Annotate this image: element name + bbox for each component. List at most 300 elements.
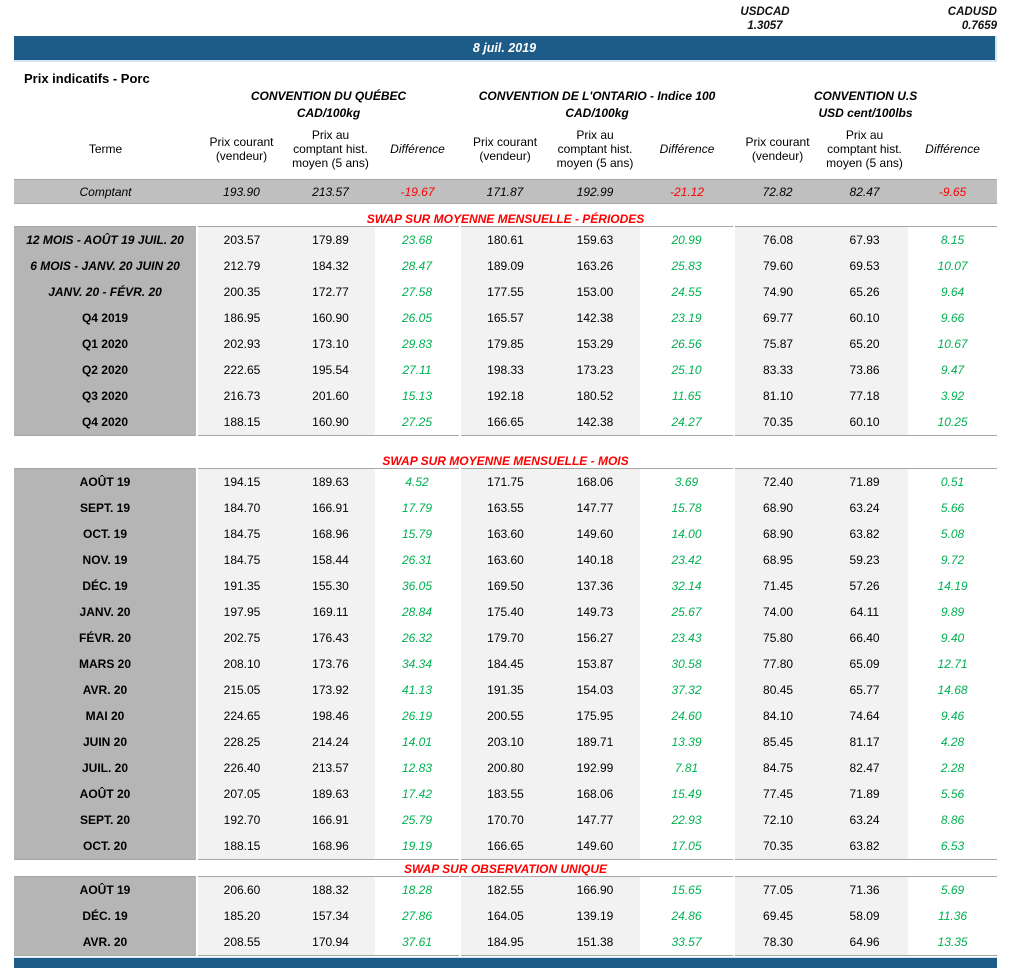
price-cell: 77.45 [734,781,821,807]
price-cell: 163.26 [550,253,640,279]
price-cell: 184.32 [286,253,375,279]
price-cell: 184.75 [197,547,286,573]
diff-cell: 12.71 [908,651,997,677]
diff-cell: 26.56 [640,331,734,357]
price-cell: 69.53 [821,253,908,279]
section-title-row [14,211,997,227]
price-cell: 72.10 [734,807,821,833]
price-cell: 198.46 [286,703,375,729]
price-cell: 168.96 [286,833,375,860]
price-cell: 212.79 [197,253,286,279]
price-row [14,305,997,331]
diff-cell: 23.19 [640,305,734,331]
term-cell: AVR. 20 [14,677,197,703]
price-cell: 207.05 [197,781,286,807]
term-cell: 6 MOIS - JANV. 20 JUIN 20 [14,253,197,279]
price-cell: 216.73 [197,383,286,409]
price-cell: 71.36 [821,877,908,904]
price-cell: 72.82 [734,180,821,204]
price-cell: 179.85 [460,331,550,357]
col-header-diff: Différence [659,142,715,157]
date-banner-text: 8 juil. 2019 [472,41,537,55]
diff-cell: 9.66 [908,305,997,331]
diff-cell: 27.25 [375,409,460,436]
price-cell: 168.06 [550,469,640,496]
diff-cell: 10.07 [908,253,997,279]
price-cell: 164.05 [460,903,550,929]
diff-cell: 33.57 [640,929,734,956]
price-cell: 71.45 [734,573,821,599]
group-unit-us: USD cent/100lbs [818,105,913,120]
price-cell: 70.35 [734,409,821,436]
price-cell: 63.82 [821,833,908,860]
price-cell: 71.89 [821,781,908,807]
spacer-row [14,204,997,212]
price-cell: 176.43 [286,625,375,651]
price-cell: 182.55 [460,877,550,904]
term-cell: MAI 20 [14,703,197,729]
diff-cell: 25.79 [375,807,460,833]
price-cell: 156.27 [550,625,640,651]
diff-cell: 25.67 [640,599,734,625]
price-cell: 200.80 [460,755,550,781]
diff-cell: 24.55 [640,279,734,305]
price-cell: 185.20 [197,903,286,929]
term-cell: Q4 2020 [14,409,197,436]
term-cell: DÉC. 19 [14,573,197,599]
price-cell: 140.18 [550,547,640,573]
fx-cadusd [897,5,997,33]
group-name-ontario: CONVENTION DE L'ONTARIO - Indice 100 [478,89,716,103]
price-cell: 142.38 [550,409,640,436]
price-table [14,88,997,956]
diff-cell: 9.40 [908,625,997,651]
price-row [14,573,997,599]
price-row [14,331,997,357]
diff-cell: 7.81 [640,755,734,781]
price-cell: 166.65 [460,409,550,436]
diff-cell: 15.78 [640,495,734,521]
date-banner [14,36,997,62]
price-cell: 166.90 [550,877,640,904]
diff-cell: 30.58 [640,651,734,677]
col-header-current: Prix courant (vendeur) [473,135,538,163]
fx-usdcad [715,5,815,33]
price-cell: 74.64 [821,703,908,729]
price-cell: 149.60 [550,833,640,860]
price-cell: 159.63 [550,227,640,254]
price-table-body [14,88,997,956]
price-cell: 200.55 [460,703,550,729]
price-cell: 165.57 [460,305,550,331]
price-row [14,357,997,383]
price-cell: 60.10 [821,305,908,331]
price-cell: 184.75 [197,521,286,547]
term-cell: JUIN 20 [14,729,197,755]
term-cell: SEPT. 19 [14,495,197,521]
price-cell: 189.63 [286,469,375,496]
term-cell: Q4 2019 [14,305,197,331]
price-cell: 57.26 [821,573,908,599]
price-cell: 59.23 [821,547,908,573]
price-cell: 170.70 [460,807,550,833]
price-cell: 66.40 [821,625,908,651]
column-header-row [14,121,997,180]
price-cell: 203.10 [460,729,550,755]
price-cell: 224.65 [197,703,286,729]
price-row [14,755,997,781]
price-row [14,703,997,729]
term-cell: NOV. 19 [14,547,197,573]
term-cell: JUIL. 20 [14,755,197,781]
diff-cell: 11.65 [640,383,734,409]
term-cell: AOÛT 19 [14,877,197,904]
price-cell: 83.33 [734,357,821,383]
diff-cell: 5.08 [908,521,997,547]
section-title-row [14,453,997,469]
diff-cell: 5.56 [908,781,997,807]
section-title: SWAP SUR MOYENNE MENSUELLE - MOIS [382,453,629,468]
price-cell: 172.77 [286,279,375,305]
price-cell: 208.55 [197,929,286,956]
section-title-row [14,861,997,877]
diff-cell: 15.49 [640,781,734,807]
price-cell: 77.18 [821,383,908,409]
price-cell: 163.60 [460,521,550,547]
term-cell: OCT. 19 [14,521,197,547]
diff-cell: 9.64 [908,279,997,305]
diff-cell: 17.05 [640,833,734,860]
price-row [14,521,997,547]
price-cell: 67.93 [821,227,908,254]
spot-row [14,180,997,204]
price-row [14,383,997,409]
price-cell: 173.76 [286,651,375,677]
price-cell: 213.57 [286,755,375,781]
term-cell: Q2 2020 [14,357,197,383]
term-cell: 12 MOIS - AOÛT 19 JUIL. 20 [14,227,197,254]
diff-cell: 37.32 [640,677,734,703]
price-cell: 184.45 [460,651,550,677]
diff-cell: 37.61 [375,929,460,956]
price-cell: 74.90 [734,279,821,305]
group-name-quebec: CONVENTION DU QUÉBEC [250,89,407,103]
diff-cell: 9.47 [908,357,997,383]
price-cell: 192.70 [197,807,286,833]
price-cell: 198.33 [460,357,550,383]
price-cell: 173.23 [550,357,640,383]
price-cell: 60.10 [821,409,908,436]
price-cell: 192.18 [460,383,550,409]
term-cell: Comptant [14,180,197,204]
diff-cell: 18.28 [375,877,460,904]
price-cell: 215.05 [197,677,286,703]
price-cell: 188.15 [197,409,286,436]
diff-cell: 19.19 [375,833,460,860]
price-row [14,279,997,305]
price-cell: 189.63 [286,781,375,807]
price-cell: 171.75 [460,469,550,496]
diff-cell: 10.25 [908,409,997,436]
price-cell: 73.86 [821,357,908,383]
term-cell: FÉVR. 20 [14,625,197,651]
fx-quotes [0,0,1024,36]
price-cell: 169.50 [460,573,550,599]
col-header-diff: Différence [390,142,445,157]
price-cell: 160.90 [286,409,375,436]
term-cell: SEPT. 20 [14,807,197,833]
price-cell: 65.26 [821,279,908,305]
diff-cell: 23.42 [640,547,734,573]
price-cell: 80.45 [734,677,821,703]
price-cell: 84.10 [734,703,821,729]
price-row [14,495,997,521]
price-cell: 191.35 [197,573,286,599]
section-title: SWAP SUR MOYENNE MENSUELLE - PÉRIODES [366,211,645,226]
price-row [14,227,997,254]
price-cell: 184.70 [197,495,286,521]
term-cell: AVR. 20 [14,929,197,956]
price-row [14,781,997,807]
diff-cell: 2.28 [908,755,997,781]
price-cell: 75.80 [734,625,821,651]
diff-cell: 4.28 [908,729,997,755]
group-name-us: CONVENTION U.S [813,89,918,103]
diff-cell: 10.67 [908,331,997,357]
diff-cell: 3.69 [640,469,734,496]
diff-cell: 23.68 [375,227,460,254]
diff-cell: 28.84 [375,599,460,625]
price-cell: 160.90 [286,305,375,331]
price-cell: 202.93 [197,331,286,357]
term-cell: MARS 20 [14,651,197,677]
price-cell: 84.75 [734,755,821,781]
price-cell: 184.95 [460,929,550,956]
fx-cadusd-label: CADUSD [947,6,997,18]
diff-cell: -9.65 [908,180,997,204]
price-row [14,903,997,929]
diff-cell: 26.19 [375,703,460,729]
diff-cell: 14.68 [908,677,997,703]
price-cell: 79.60 [734,253,821,279]
price-cell: 163.55 [460,495,550,521]
price-cell: 77.80 [734,651,821,677]
price-cell: 214.24 [286,729,375,755]
price-cell: 189.71 [550,729,640,755]
price-cell: 171.87 [460,180,550,204]
price-cell: 170.94 [286,929,375,956]
price-cell: 166.91 [286,807,375,833]
price-cell: 189.09 [460,253,550,279]
price-cell: 151.38 [550,929,640,956]
price-cell: 175.95 [550,703,640,729]
diff-cell: 8.86 [908,807,997,833]
price-cell: 63.24 [821,495,908,521]
price-cell: 153.00 [550,279,640,305]
section-title: SWAP SUR OBSERVATION UNIQUE [403,861,608,876]
price-cell: 169.11 [286,599,375,625]
price-cell: 173.10 [286,331,375,357]
price-cell: 81.17 [821,729,908,755]
price-row [14,599,997,625]
price-cell: 64.96 [821,929,908,956]
price-row [14,651,997,677]
price-cell: 213.57 [286,180,375,204]
diff-cell: 5.69 [908,877,997,904]
price-cell: 71.89 [821,469,908,496]
price-cell: 226.40 [197,755,286,781]
diff-cell: 25.83 [640,253,734,279]
price-cell: 149.60 [550,521,640,547]
price-cell: 168.06 [550,781,640,807]
diff-cell: 27.86 [375,903,460,929]
col-header-diff: Différence [925,142,980,157]
price-row [14,677,997,703]
diff-cell: 28.47 [375,253,460,279]
price-cell: 175.40 [460,599,550,625]
price-cell: 153.29 [550,331,640,357]
diff-cell: 8.15 [908,227,997,254]
price-cell: 163.60 [460,547,550,573]
price-cell: 77.05 [734,877,821,904]
price-cell: 82.47 [821,180,908,204]
diff-cell: 14.19 [908,573,997,599]
price-cell: 186.95 [197,305,286,331]
term-cell: DÉC. 19 [14,903,197,929]
price-cell: 177.55 [460,279,550,305]
term-cell: AOÛT 20 [14,781,197,807]
price-cell: 158.44 [286,547,375,573]
term-cell: Q1 2020 [14,331,197,357]
col-header-current: Prix courant (vendeur) [745,135,810,163]
diff-cell: 9.72 [908,547,997,573]
price-row [14,253,997,279]
diff-cell: 5.66 [908,495,997,521]
price-cell: 166.65 [460,833,550,860]
diff-cell: 4.52 [375,469,460,496]
price-cell: 192.99 [550,180,640,204]
price-cell: 154.03 [550,677,640,703]
price-cell: 69.45 [734,903,821,929]
price-cell: 147.77 [550,495,640,521]
diff-cell: 32.14 [640,573,734,599]
price-row [14,729,997,755]
diff-cell: 25.10 [640,357,734,383]
price-cell: 137.36 [550,573,640,599]
price-cell: 65.09 [821,651,908,677]
price-cell: 193.90 [197,180,286,204]
price-cell: 147.77 [550,807,640,833]
price-cell: 202.75 [197,625,286,651]
price-row [14,877,997,904]
price-cell: 180.52 [550,383,640,409]
price-cell: 63.82 [821,521,908,547]
diff-cell: 17.79 [375,495,460,521]
diff-cell: -21.12 [640,180,734,204]
page-title: Prix indicatifs - Porc [24,71,150,86]
diff-cell: 23.43 [640,625,734,651]
diff-cell: 29.83 [375,331,460,357]
diff-cell: 41.13 [375,677,460,703]
price-cell: 74.00 [734,599,821,625]
price-cell: 157.34 [286,903,375,929]
group-header-row [14,88,997,104]
price-row [14,625,997,651]
diff-cell: 14.01 [375,729,460,755]
price-cell: 206.60 [197,877,286,904]
price-cell: 69.77 [734,305,821,331]
fx-cadusd-value: 0.7659 [961,20,997,32]
diff-cell: 0.51 [908,469,997,496]
price-cell: 228.25 [197,729,286,755]
diff-cell: 24.27 [640,409,734,436]
diff-cell: 34.34 [375,651,460,677]
price-cell: 142.38 [550,305,640,331]
price-cell: 68.90 [734,521,821,547]
term-cell: JANV. 20 - FÉVR. 20 [14,279,197,305]
term-cell: Q3 2020 [14,383,197,409]
group-unit-ontario: CAD/100kg [565,105,629,120]
price-cell: 197.95 [197,599,286,625]
price-cell: 191.35 [460,677,550,703]
price-cell: 195.54 [286,357,375,383]
group-header-spacer [14,88,197,104]
diff-cell: 20.99 [640,227,734,254]
price-cell: 82.47 [821,755,908,781]
bottom-bar [14,957,997,968]
fx-usdcad-label: USDCAD [740,6,790,18]
price-cell: 180.61 [460,227,550,254]
col-header-term: Terme [88,142,123,157]
price-cell: 200.35 [197,279,286,305]
price-cell: 139.19 [550,903,640,929]
price-cell: 201.60 [286,383,375,409]
price-row [14,833,997,860]
price-cell: 75.87 [734,331,821,357]
spacer-row [14,436,997,454]
price-cell: 78.30 [734,929,821,956]
price-cell: 222.65 [197,357,286,383]
fx-usdcad-value: 1.3057 [747,20,783,32]
diff-cell: 3.92 [908,383,997,409]
diff-cell: 27.11 [375,357,460,383]
price-row [14,409,997,436]
diff-cell: 9.89 [908,599,997,625]
price-cell: 64.11 [821,599,908,625]
price-cell: 63.24 [821,807,908,833]
price-row [14,547,997,573]
term-cell: AOÛT 19 [14,469,197,496]
diff-cell: 26.32 [375,625,460,651]
price-row [14,929,997,956]
diff-cell: -19.67 [375,180,460,204]
price-cell: 70.35 [734,833,821,860]
price-cell: 65.77 [821,677,908,703]
col-header-hist: Prix au comptant hist. moyen (5 ans) [292,128,369,170]
price-cell: 58.09 [821,903,908,929]
price-row [14,469,997,496]
price-cell: 65.20 [821,331,908,357]
col-header-hist: Prix au comptant hist. moyen (5 ans) [826,128,903,170]
diff-cell: 14.00 [640,521,734,547]
price-cell: 68.95 [734,547,821,573]
col-header-current: Prix courant (vendeur) [209,135,274,163]
diff-cell: 13.39 [640,729,734,755]
price-row [14,807,997,833]
diff-cell: 11.36 [908,903,997,929]
diff-cell: 12.83 [375,755,460,781]
diff-cell: 17.42 [375,781,460,807]
